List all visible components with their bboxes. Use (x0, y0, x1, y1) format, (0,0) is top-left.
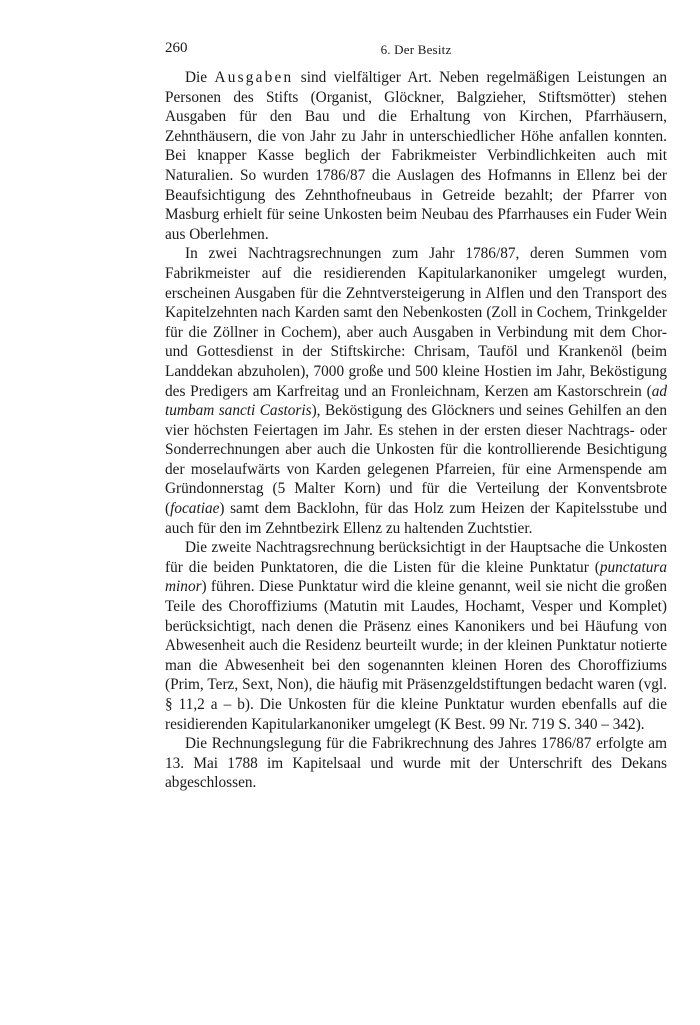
paragraph-2-part-1: In zwei Nachtragsrechnungen zum Jahr 1786/87, deren Summen vom Fabrikmeister auf die residierenden Kapitularkanoniker umgelegt wurden, erscheinen Ausgaben für die Zehntversteigerung in Alflen und den Transport des Kapitelzehnten nach Karden samt den Nebenkosten (Zoll in Cochem, Trinkgelder für die Zöllner in Cochem), aber auch Ausgaben in Verbindung mit dem Chor- und Gottesdienst in der Stiftskirche: Chrisam, Tauföl und Krankenöl (beim Landdekan abzuholen), 7000 große und 500 kleine Hostien im Jahr, Beköstigung des Predigers am Karfreitag und an Fronleichnam, Kerzen am Kastorschrein ( (165, 245, 667, 400)
latin-term-punctatura-minor: punctatura minor (165, 558, 667, 596)
page-number: 260 (165, 40, 188, 56)
paragraph-1 (165, 68, 667, 244)
latin-term-focatiae: focatiae (170, 500, 220, 518)
paragraph-1-start: Die (185, 69, 215, 86)
latin-phrase-ad-tumbam: ad tumbam sancti Castoris (165, 382, 667, 420)
paragraph-3-part-1: Die zweite Nachtragsrechnung berücksichtigt in der Hauptsache die Unkosten für die beiden Punktatoren, die die Listen für die kleine Punktatur ( (165, 539, 667, 576)
paragraph-4-text: Die Rechnungslegung für die Fabrikrechnung des Jahres 1786/87 erfolgte am 13. Mai 1788 im Kapitelsaal und wurde mit der Unterschrift des Dekans abgeschlossen. (165, 735, 667, 792)
paragraph-2-part-2: ), Beköstigung des Glöckners und seines Gehilfen an den vier höchsten Feiertagen im Jahr. Es stehen in der ersten dieser Nachtrags- oder Sonderrechnungen aber auch die Unkosten für die kontrollierende Besichtigung der moselaufwärts von Karden gelegenen Pfarreien, für eine Armenspende am Gründonnerstag (5 Malter Korn) und für die Verteilung der Konventsbrote ( (165, 402, 667, 518)
paragraph-3 (165, 538, 667, 734)
paragraph-2-part-3: ) samt dem Backlohn, für das Holz zum Heizen der Kapitelsstube und auch für den im Zehntbezirk Ellenz zu haltenden Zuchtstier. (165, 500, 667, 537)
paragraph-2 (165, 244, 667, 538)
running-head: 6. Der Besitz (380, 42, 452, 57)
paragraph-3-part-2: ) führen. Diese Punktatur wird die kleine genannt, weil sie nicht die großen Teile des Choroffiziums (Matutin mit Laudes, Hochamt, Vesper und Komplet) berücksichtigt, nach denen die Präsenz eines Kanonikers und bei Häufung von Abwesenheit auch die Residenz beurteilt wurde; in der kleinen Punktatur notierte man die Abwesenheit bei den sogenannten kleinen Horen des Choroffiziums (Prim, Terz, Sext, Non), die häufig mit Präsenzgeldstiftungen bedacht waren (vgl. § 11,2 a – b). Die Unkosten für die kleine Punktatur wurden ebenfalls auf die residierenden Kapitularkanoniker umgelegt (K Best. 99 Nr. 719 S. 340 – 342). (165, 578, 667, 733)
page-header (165, 40, 667, 64)
book-page (165, 40, 667, 793)
spaced-term-ausgaben: Ausgaben (214, 69, 294, 86)
body-text (165, 68, 667, 793)
paragraph-1-text: sind vielfältiger Art. Neben regelmäßigen Leistungen an Personen des Stifts (Organist, Glöckner, Balgzieher, Stiftsmötter) stehen Ausgaben für den Bau und die Erhaltung von Kirchen, Pfarrhäusern, Zehnthäusern, die von Jahr zu Jahr in unterschiedlicher Höhe anfallen konnten. Bei knapper Kasse beglich der Fabrikmeister Verbindlichkeiten auch mit Naturalien. So wurden 1786/87 die Auslagen des Hofmanns in Ellenz bei der Beaufsichtigung des Zehnthofneubaus in Getreide bezahlt; der Pfarrer von Masburg erhielt für seine Unkosten beim Neubau des Pfarrhauses ein Fuder Wein aus Oberlehmen. (165, 69, 667, 243)
paragraph-4 (165, 734, 667, 793)
